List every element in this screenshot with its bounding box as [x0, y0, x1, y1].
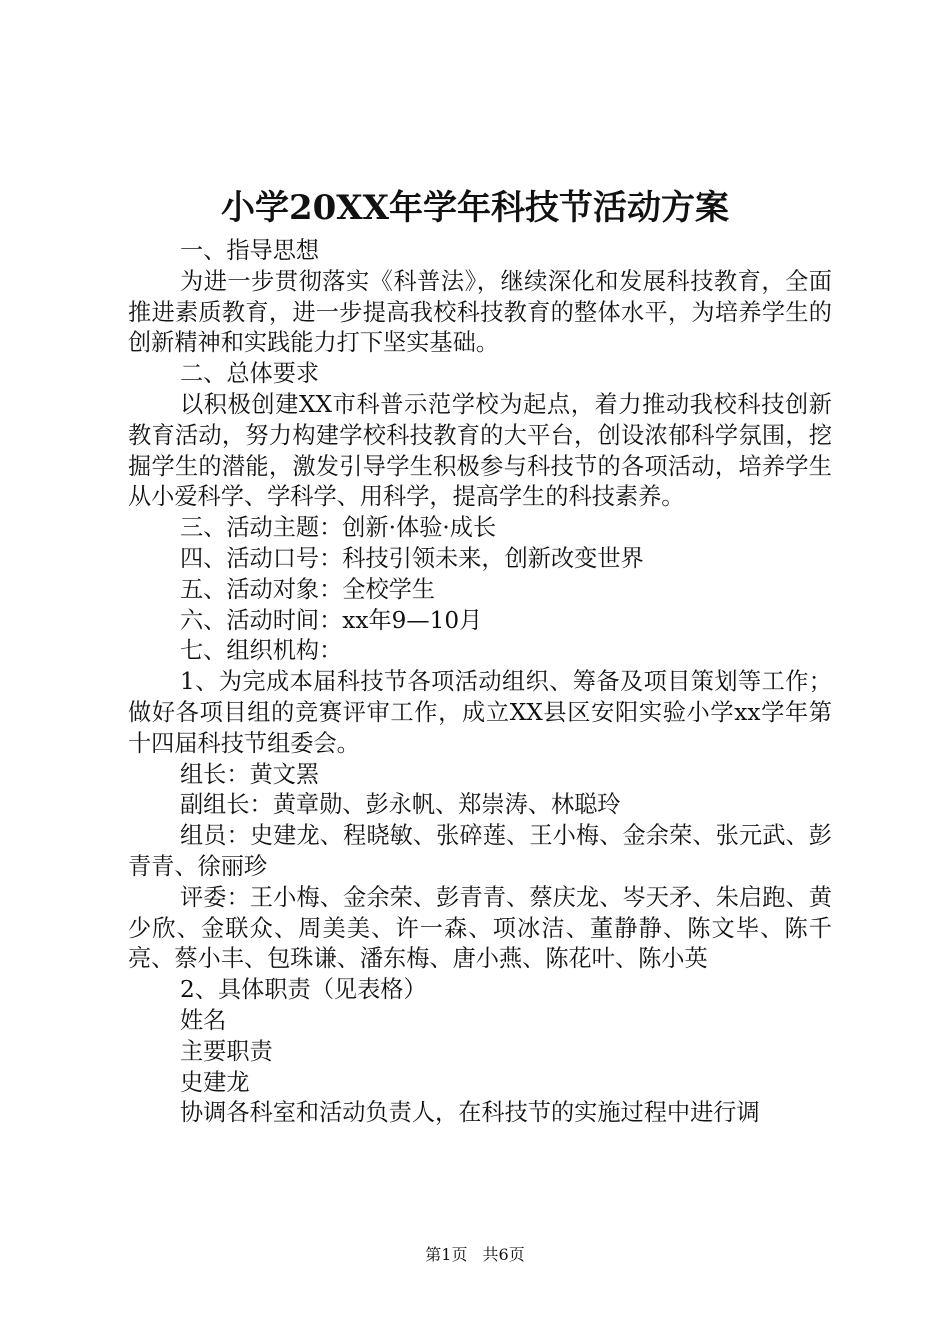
paragraph-guiding-idea: 为进一步贯彻落实《科普法》，继续深化和发展科技教育，全面推进素质教育，进一步提高我校科技教育的整体水平，为培养学生的创新精神和实践能力打下坚实基础。 — [128, 267, 832, 357]
line-activity-slogan: 四、活动口号：科技引领未来，创新改变世界 — [180, 544, 644, 572]
line-deputy-leaders: 副组长：黄章勋、彭永帆、郑崇涛、林聪玲 — [180, 791, 621, 819]
line-activity-time: 六、活动时间：xx年9—10月 — [180, 606, 483, 634]
section-heading-guiding-idea: 一、指导思想 — [180, 237, 320, 264]
table-header-duties: 主要职责 — [180, 1037, 273, 1065]
page-total: 共6页 — [482, 1245, 525, 1264]
paragraph-general-requirements: 以积极创建XX市科普示范学校为起点，着力推动我校科技创新教育活动，努力构建学校科技教育的大平台，创设浓郁科学氛围，挖掘学生的潜能，激发引导学生积极参与科技节的各项活动，培养学生从小爱科学、学科学、用科学，提高学生的科技素养。 — [128, 390, 832, 511]
table-header-name: 姓名 — [180, 1006, 227, 1034]
paragraph-organization-committee: 1、为完成本届科技节各项活动组织、筹备及项目策划等工作；做好各项目组的竞赛评审工作，成立XX县区安阳实验小学xx学年第十四届科技节组委会。 — [128, 668, 832, 757]
line-activity-target: 五、活动对象：全校学生 — [180, 575, 436, 603]
table-cell-duty: 协调各科室和活动负责人，在科技节的实施过程中进行调 — [180, 1099, 760, 1127]
paragraph-judges: 评委：王小梅、金余荣、彭青青、蔡庆龙、岑天矛、朱启跑、黄少欣、金联众、周美美、许一森、项冰洁、董静静、陈文毕、陈千亮、蔡小丰、包珠谦、潘东梅、唐小燕、陈花叶、陈小英 — [128, 883, 832, 973]
table-cell-name: 史建龙 — [180, 1068, 250, 1096]
line-responsibilities-heading: 2、具体职责（见表格） — [180, 976, 427, 1004]
section-heading-general-requirements: 二、总体要求 — [180, 360, 320, 388]
section-heading-organization: 七、组织机构： — [180, 637, 343, 665]
paragraph-members: 组员：史建龙、程晓敏、张碎莲、王小梅、金余荣、张元武、彭青青、徐丽珍 — [128, 822, 832, 880]
line-leader: 组长：黄文罴 — [180, 760, 320, 788]
page-number: 第1页 — [425, 1245, 468, 1264]
document-title: 小学20XX年学年科技节活动方案 — [220, 188, 730, 228]
line-activity-theme: 三、活动主题：创新·体验·成长 — [180, 514, 497, 542]
document-body — [128, 236, 832, 1129]
page-footer — [0, 1244, 950, 1266]
